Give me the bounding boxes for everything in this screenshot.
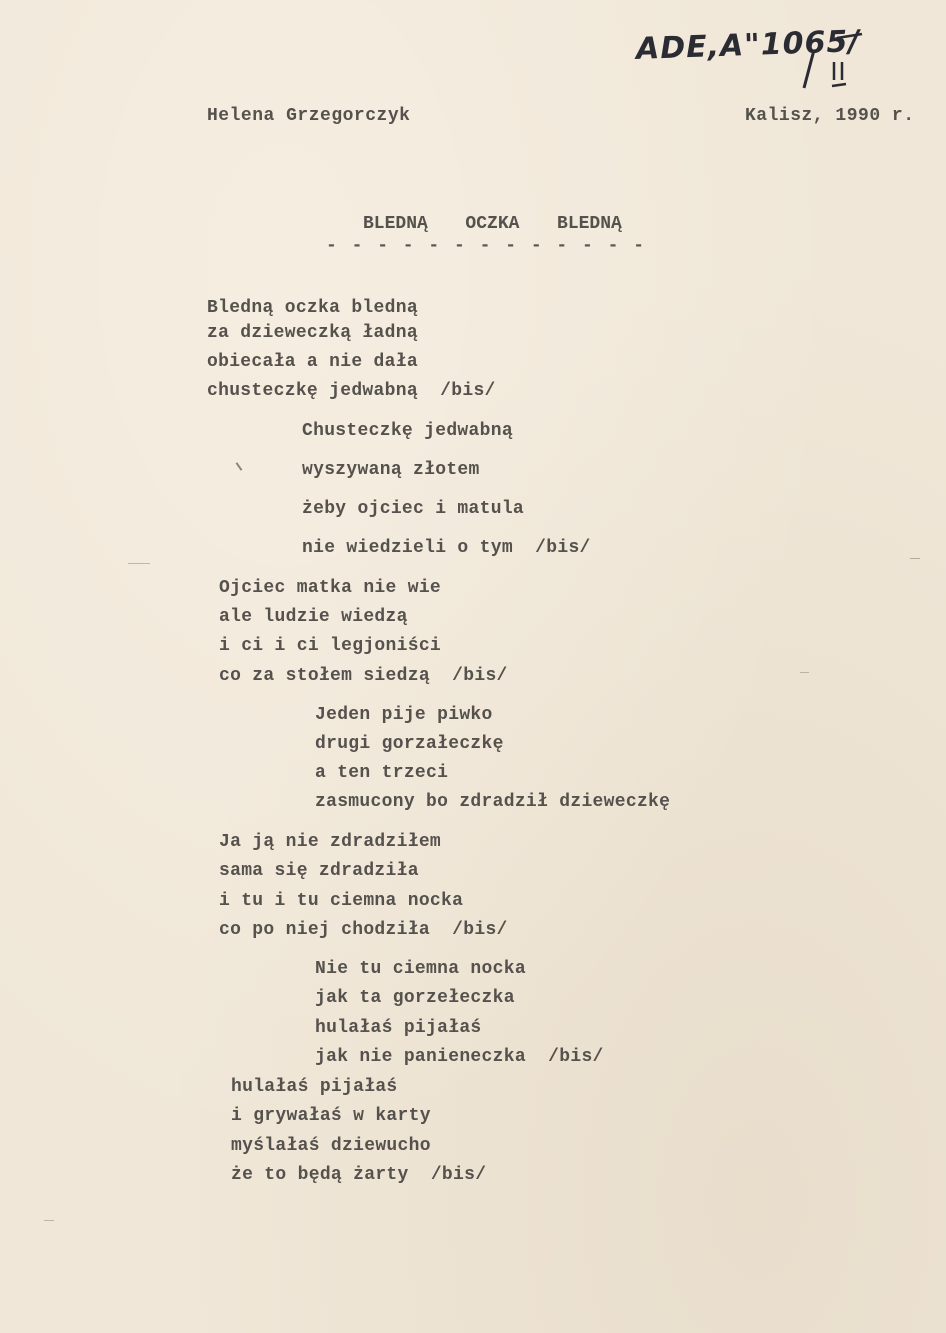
verse-line: drugi gorzałeczkę bbox=[315, 734, 504, 754]
verse-line: obiecała a nie dała bbox=[207, 352, 418, 372]
verse-line: jak nie panieneczka /bis/ bbox=[315, 1047, 604, 1067]
verse-line: jak ta gorzełeczka bbox=[315, 988, 515, 1008]
verse-line: a ten trzeci bbox=[315, 763, 449, 783]
verse-line: zasmucony bo zdradził dzieweczkę bbox=[315, 792, 671, 812]
verse-line: co po niej chodziła /bis/ bbox=[219, 920, 508, 940]
verse-line: sama się zdradziła bbox=[219, 861, 419, 881]
verse-line: chusteczkę jedwabną /bis/ bbox=[207, 381, 496, 401]
place-date: Kalisz, 1990 r. bbox=[745, 106, 915, 126]
verse-line: żeby ojciec i matula bbox=[302, 499, 525, 519]
verse-line: nie wiedzieli o tym /bis/ bbox=[302, 538, 591, 558]
verse-line: co za stołem siedzą /bis/ bbox=[219, 666, 508, 686]
paper-speck bbox=[128, 563, 150, 564]
verse-line: myślałaś dziewucho bbox=[231, 1136, 431, 1156]
verse-line: że to będą żarty /bis/ bbox=[231, 1165, 487, 1185]
paper-speck bbox=[800, 672, 809, 673]
archive-signature bbox=[634, 22, 874, 102]
verse-line: i tu i tu ciemna nocka bbox=[219, 891, 464, 911]
signature-text: ADE,A"1065/ bbox=[635, 24, 861, 67]
verse-line: i ci i ci legjoniści bbox=[219, 636, 442, 656]
verse-line: Nie tu ciemna nocka bbox=[315, 959, 526, 979]
verse-line: Bledną oczka bledną bbox=[207, 298, 418, 318]
author-name: Helena Grzegorczyk bbox=[207, 106, 411, 126]
verse-line: Chusteczkę jedwabną bbox=[302, 421, 513, 441]
verse-line: Ja ją nie zdradziłem bbox=[219, 832, 442, 852]
verse-line: hulałaś pijałaś bbox=[315, 1018, 482, 1038]
paper-speck bbox=[44, 1220, 54, 1221]
verse-line: Ojciec matka nie wie bbox=[219, 578, 442, 598]
paper-speck bbox=[910, 558, 920, 559]
verse-line: i grywałaś w karty bbox=[231, 1106, 431, 1126]
title-underline: - - - - - - - - - - - - - bbox=[326, 236, 647, 256]
paper-speck bbox=[236, 462, 243, 471]
verse-line: ale ludzie wiedzą bbox=[219, 607, 408, 627]
verse-line: wyszywaną złotem bbox=[302, 460, 480, 480]
verse-line: za dzieweczką ładną bbox=[207, 323, 418, 343]
verse-line: hulałaś pijałaś bbox=[231, 1077, 398, 1097]
song-title: BLEDNĄ OCZKA BLEDNĄ bbox=[363, 214, 622, 234]
verse-line: Jeden pije piwko bbox=[315, 705, 493, 725]
